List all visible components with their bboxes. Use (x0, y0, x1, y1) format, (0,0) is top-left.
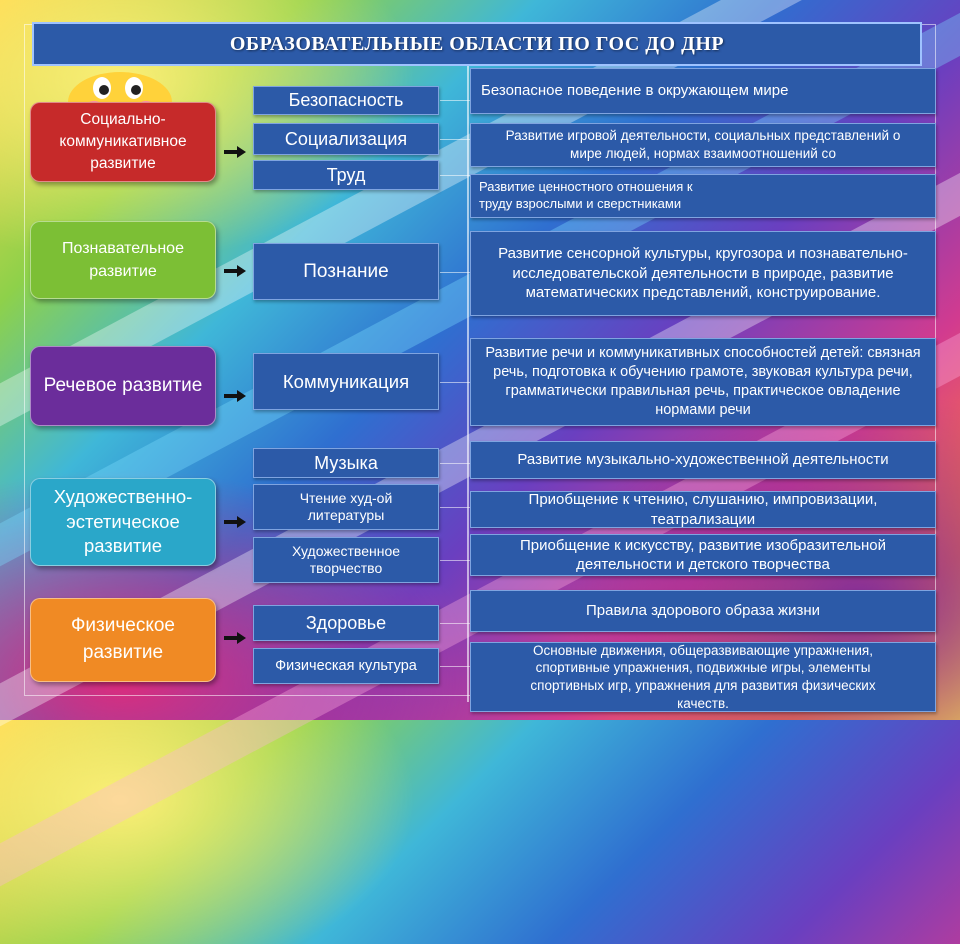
connector-line (440, 139, 470, 140)
area-label: Художественно-эстетическое развитие (53, 485, 193, 557)
connector-line (440, 272, 470, 273)
arrow-right-icon (224, 265, 246, 277)
subarea-safety (253, 86, 439, 115)
connector-line (440, 507, 470, 508)
subarea-physical-culture (253, 648, 439, 684)
description-text: Правила здорового образа жизни (586, 602, 820, 620)
area-label: Физическое развитие (70, 615, 175, 663)
subarea-cognition (253, 243, 439, 300)
page-title: ОБРАЗОВАТЕЛЬНЫЕ ОБЛАСТИ ПО ГОС ДО ДНР (32, 22, 922, 66)
connector-line (440, 382, 470, 383)
subarea-label: Труд (326, 164, 366, 185)
description-text: Развитие речи и коммуникативных способностей детей: связная речь, подготовка к обучению грамоте, звуковая культура речи, грамматически правильная речь, практическое овладение нормами речи (485, 345, 921, 418)
area-label: Социально-коммуникативное развитие (59, 111, 187, 172)
subarea-reading-literature (253, 484, 439, 530)
subarea-labor (253, 160, 439, 190)
subarea-label: Безопасность (288, 90, 404, 111)
subarea-label: Чтение худ-ой литературы (299, 489, 393, 523)
description-safety (470, 68, 936, 114)
subarea-socialization (253, 123, 439, 155)
description-cognition (470, 231, 936, 316)
subarea-label: Познание (303, 260, 389, 282)
subarea-artistic-creativity (253, 537, 439, 583)
area-physical (30, 598, 216, 682)
subarea-label: Музыка (314, 452, 378, 473)
arrow-right-icon (224, 516, 246, 528)
description-music (470, 441, 936, 479)
subarea-label: Художественное творчество (291, 542, 401, 576)
subarea-music (253, 448, 439, 478)
connector-line (467, 66, 469, 702)
description-text: Развитие ценностного отношения к труду взрослыми и сверстниками (479, 179, 693, 211)
connector-line (440, 623, 470, 624)
description-reading (470, 491, 936, 528)
connector-line (440, 463, 470, 464)
connector-line (440, 100, 470, 101)
description-text: Приобщение к искусству, развитие изобразительной деятельности и детского творчества (519, 536, 887, 573)
description-artistic (470, 534, 936, 576)
subarea-health (253, 605, 439, 641)
area-artistic-aesthetic (30, 478, 216, 566)
description-health (470, 590, 936, 632)
arrow-right-icon (224, 390, 246, 402)
area-label: Речевое развитие (43, 374, 203, 396)
subarea-label: Коммуникация (282, 370, 410, 392)
description-text: Развитие игровой деятельности, социальных представлений о мире людей, нормах взаимоотношений со (505, 128, 901, 161)
description-text: Развитие сенсорной культуры, кругозора и познавательно-исследовательской деятельности в природе, развитие математических представлений, конструирование. (498, 245, 908, 302)
area-label: Познавательное развитие (62, 239, 184, 280)
description-text: Основные движения, общеразвивающие упражнения, спортивные упражнения, подвижные игры, элементы спортивных игр, упражнения для развития физических качеств. (530, 642, 876, 711)
connector-line (440, 666, 470, 667)
area-social-communicative (30, 102, 216, 182)
arrow-right-icon (224, 146, 246, 158)
subarea-label: Физическая культура (275, 657, 417, 674)
description-text: Развитие музыкально-художественной деятельности (517, 451, 889, 469)
connector-line (440, 560, 470, 561)
description-labor (470, 174, 936, 218)
description-text: Безопасное поведение в окружающем мире (481, 82, 789, 100)
description-communication (470, 338, 936, 426)
area-speech (30, 346, 216, 426)
subarea-label: Социализация (284, 128, 408, 149)
subarea-label: Здоровье (305, 612, 387, 633)
arrow-right-icon (224, 632, 246, 644)
description-socialization (470, 123, 936, 167)
subarea-communication (253, 353, 439, 410)
description-physical-culture (470, 642, 936, 712)
area-cognitive (30, 221, 216, 299)
connector-line (440, 175, 470, 176)
description-text: Приобщение к чтению, слушанию, импровизации, театрализации (528, 491, 878, 528)
